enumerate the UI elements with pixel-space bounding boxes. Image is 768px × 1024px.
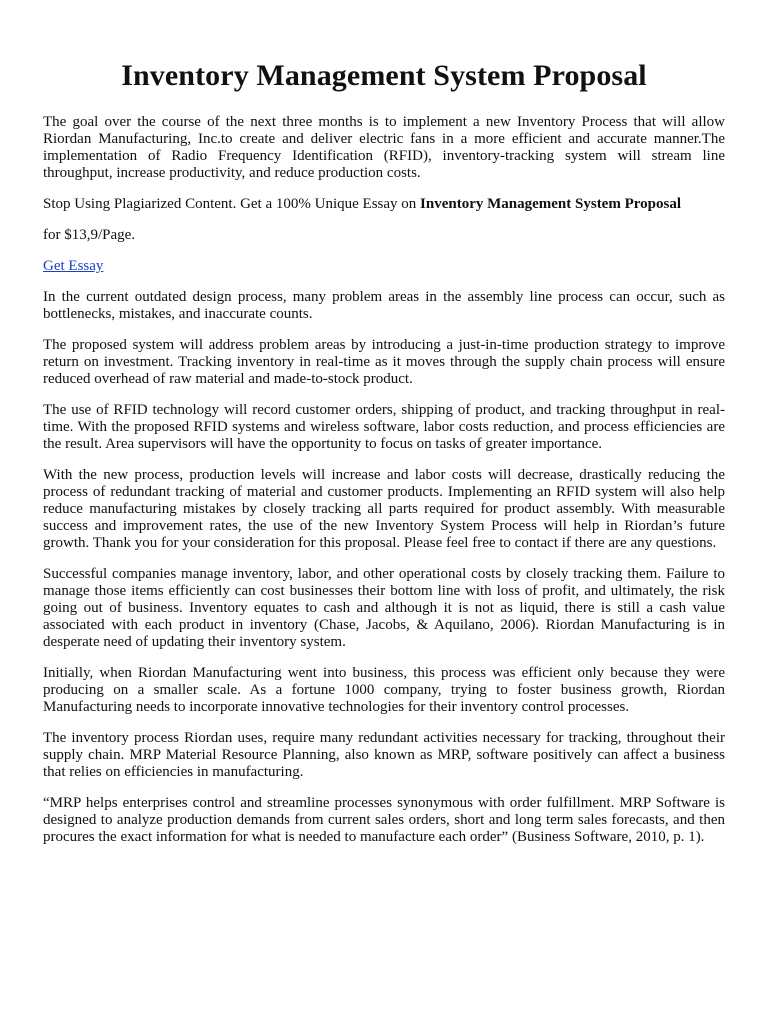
body-paragraph-3: The use of RFID technology will record customer orders, shipping of product, and tracking throughput in real-time. With the proposed RFID systems and wireless software, labor costs reduction, and process efficiencies are the result. Area supervisors will have the opportunity to focus on tasks of greater importance. (43, 402, 725, 452)
body-paragraph-4: With the new process, production levels will increase and labor costs will decrease, drastically reducing the process of redundant tracking of material and customer products. Implementing an RFID system will also help reduce manufacturing mistakes by closely tracking all parts required for product assembly. With measurable success and improvement rates, the use of the new Inventory System Process will help in Riordan’s future growth. Thank you for your consideration for this proposal. Please feel free to contact if there are any questions. (43, 467, 725, 551)
intro-paragraph: The goal over the course of the next three months is to implement a new Inventory Process that will allow Riordan Manufacturing, Inc.to create and deliver electric fans in a more efficient and accurate manner.The implementation of Radio Frequency Identification (RFID), inventory-tracking system will stream line throughput, increase productivity, and reduce production costs. (43, 114, 725, 181)
body-paragraph-6: Initially, when Riordan Manufacturing went into business, this process was efficient only because they were producing on a smaller scale. As a fortune 1000 company, trying to foster business growth, Riordan Manufacturing needs to incorporate innovative technologies for their inventory control processes. (43, 665, 725, 715)
body-paragraph-7: The inventory process Riordan uses, require many redundant activities necessary for tracking, throughout their supply chain. MRP Material Resource Planning, also known as MRP, software positively can affect a business that relies on efficiencies in manufacturing. (43, 730, 725, 780)
page-title: Inventory Management System Proposal (121, 59, 647, 92)
body-paragraph-1: In the current outdated design process, many problem areas in the assembly line process can occur, such as bottlenecks, mistakes, and inaccurate counts. (43, 289, 725, 322)
get-essay-link[interactable]: Get Essay (43, 258, 104, 274)
promo-line (43, 196, 725, 213)
promo-price: for $13,9/Page. (43, 227, 136, 243)
promo-text: Stop Using Plagiarized Content. Get a 100% Unique Essay on (43, 196, 421, 212)
body-paragraph-5: Successful companies manage inventory, labor, and other operational costs by closely tracking them. Failure to manage those items efficiently can cost businesses their bottom line with loss of profit, and ultimately, the risk going out of business. Inventory equates to cash and although it is not as liquid, there is still a cash value associated with each product in inventory (Chase, Jacobs, & Aquilano, 2006). Riordan Manufacturing is in desperate need of updating their inventory system. (43, 566, 725, 650)
body-paragraph-8: “MRP helps enterprises control and streamline processes synonymous with order fulfillment. MRP Software is designed to analyze production demands from current sales orders, short and long term sales forecasts, and then procures the exact information for what is needed to manufacture each order” (Business Software, 2010, p. 1). (43, 795, 725, 845)
get-essay-line (43, 258, 725, 275)
body-paragraph-2: The proposed system will address problem areas by introducing a just-in-time production strategy to improve return on investment. Tracking inventory in real-time as it moves through the supply chain process will ensure reduced overhead of raw material and made-to-stock product. (43, 337, 725, 387)
promo-bold-title: Inventory Management System Proposal (420, 196, 681, 212)
